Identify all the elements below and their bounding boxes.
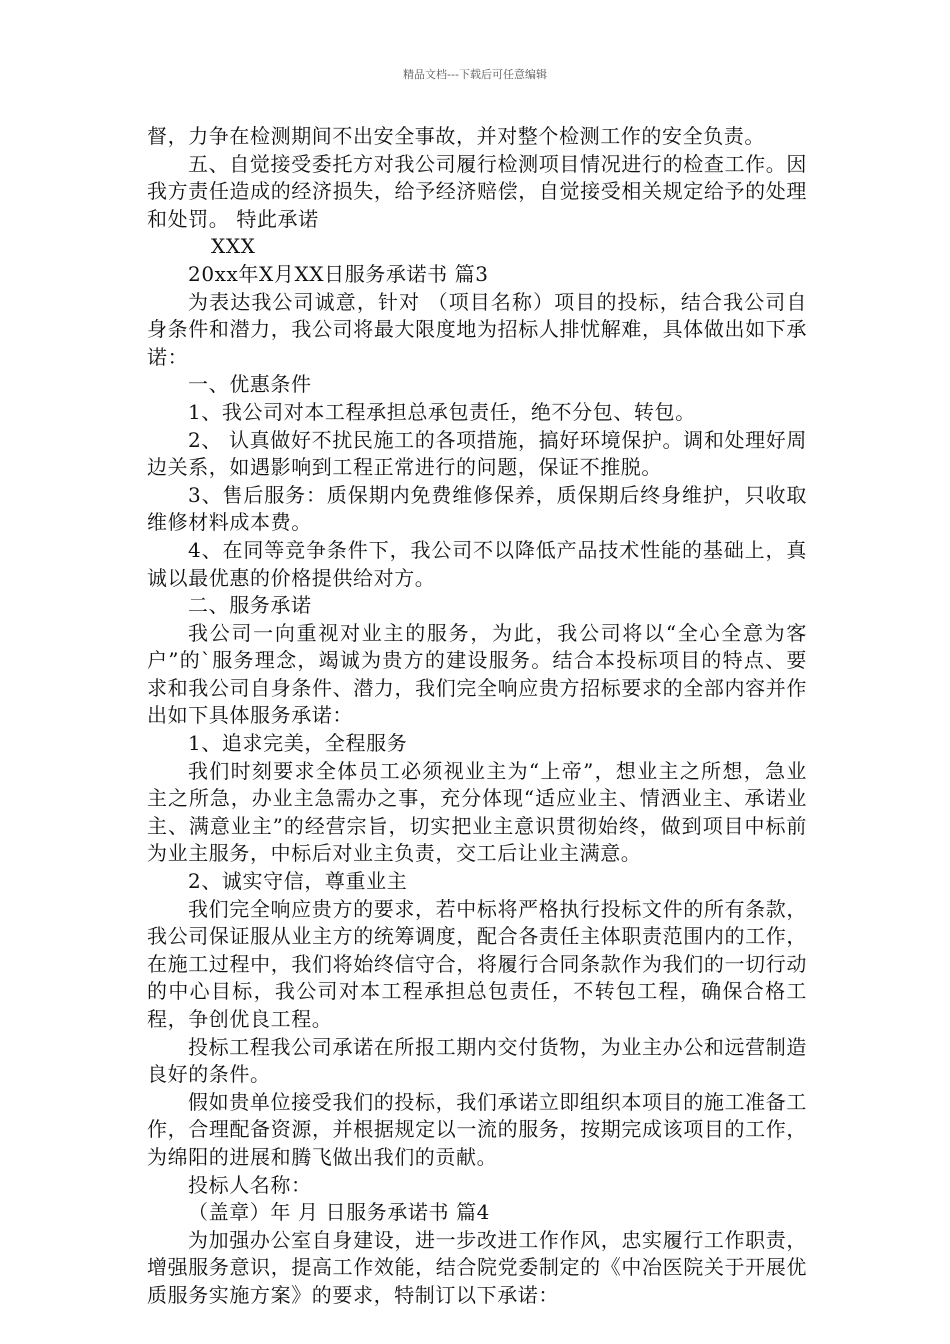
paragraph: 我们完全响应贵方的要求，若中标将严格执行投标文件的所有条款，我公司保证服从业主方的统筹调度，配合各责任主体职责范围内的工作，在施工过程中，我们将始终信守合，将履行合同条款作为我们的一切行动的中心目标，我公司对本工程承担总包责任，不转包工程，确保合格工程，争创优良工程。 (147, 896, 807, 1031)
list-item: 2、诚实守信，尊重业主 (188, 869, 408, 894)
subheading: 二、服务承诺 (188, 593, 312, 618)
list-item: 4、在同等竞争条件下，我公司不以降低产品技术性能的基础上，真诚以最优惠的价格提供给对方。 (147, 537, 807, 590)
list-item: 1、追求完美，全程服务 (188, 731, 408, 756)
list-item: 1、我公司对本工程承担总承包责任，绝不分包、转包。 (188, 399, 696, 424)
paragraph: 假如贵单位接受我们的投标，我们承诺立即组织本项目的施工准备工作，合理配备资源，并根据规定以一流的服务，按期完成该项目的工作，为绵阳的进展和腾飞做出我们的贡献。 (147, 1089, 807, 1169)
paragraph: 我们时刻要求全体员工必须视业主为“上帝”，想业主之所想，急业主之所急，办业主急需办之事，充分体现“适应业主、情洒业主、承诺业主、满意业主”的经营宗旨，切实把业主意识贯彻始终，做到项目中标前为业主服务，中标后对业主负责，交工后让业主满意。 (147, 758, 807, 866)
page-header: 精品文档---下载后可任意编辑 (403, 68, 547, 81)
document-body (147, 123, 807, 1310)
list-item: 3、售后服务：质保期内免费维修保养，质保期后终身维护，只收取维修材料成本费。 (147, 482, 807, 535)
paragraph: 为加强办公室自身建设，进一步改进工作作风，忠实履行工作职责，增强服务意识，提高工作效能，结合院党委制定的《中冶医院关于开展优质服务实施方案》的要求，特制订以下承诺： (147, 1227, 807, 1307)
paragraph: 为表达我公司诚意，针对 （项目名称）项目的投标，结合我公司自身条件和潜力，我公司将最大限度地为招标人排忧解难，具体做出如下承诺： (147, 289, 807, 369)
signature-placeholder: XXX (211, 234, 256, 259)
paragraph: 五、自觉接受委托方对我公司履行检测项目情况进行的检查工作。因我方责任造成的经济损失，给予经济赔偿，自觉接受相关规定给予的处理和处罚。 特此承诺 (147, 151, 807, 231)
section-title: 20xx年X月XX日服务承诺书 篇3 (188, 261, 489, 286)
list-item: 2、 认真做好不扰民施工的各项措施，搞好环境保护。调和处理好周边关系，如遇影响到工程正常进行的问题，保证不推脱。 (147, 427, 807, 480)
paragraph: 督，力争在检测期间不出安全事故，并对整个检测工作的安全负责。 (147, 124, 765, 148)
paragraph: 投标工程我公司承诺在所报工期内交付货物，为业主办公和远营制造良好的条件。 (147, 1034, 807, 1087)
section-title: （盖章）年 月 日服务承诺书 篇4 (188, 1200, 490, 1225)
signature-line: 投标人名称： (188, 1172, 312, 1197)
subheading: 一、优惠条件 (188, 372, 312, 397)
paragraph: 我公司一向重视对业主的服务，为此，我公司将以“全心全意为客户”的`服务理念，竭诚为贵方的建设服务。结合本投标项目的特点、要求和我公司自身条件、潜力，我们完全响应贵方招标要求的全部内容并作出如下具体服务承诺： (147, 620, 807, 728)
